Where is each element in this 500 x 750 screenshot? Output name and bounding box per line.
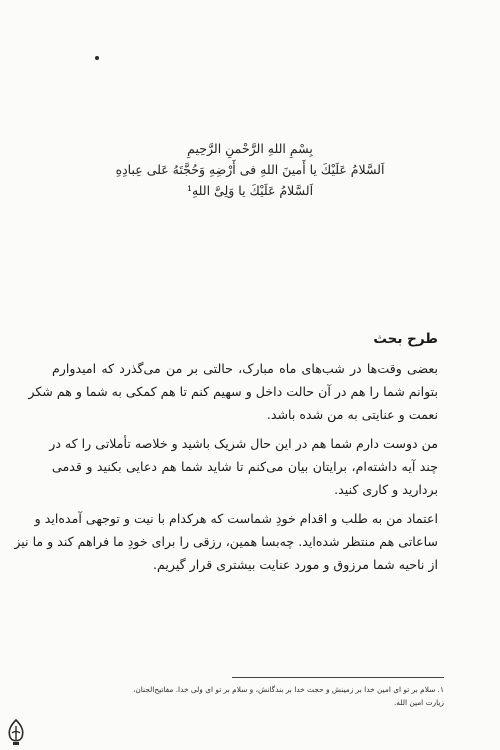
paragraph-line: ساعاتی هم منتظر شده‌اید. چه‌بسا همین، رزقی را برای خودِ ما فراهم کند و ما نیز	[14, 534, 438, 549]
paragraph-line: من دوست دارم شما هم در این حال شریک باشید و خلاصه تأملاتی را که در	[49, 436, 438, 451]
paragraph-line: از ناحیه شما مرزوق و مورد عنایت بیشتری قرار گیریم.	[153, 557, 438, 572]
paragraph	[28, 357, 438, 426]
invocation-line-basmala: بِسْمِ اللهِ الرَّحْمنِ الرَّحِيمِ	[187, 141, 313, 156]
paragraph-line: چند آیه داشته‌ام، برایتان بیان می‌کنم تا شاید شما هم دعایی بکنید و قدمی	[52, 459, 438, 474]
footnote-line: زیارت امین الله.	[393, 698, 444, 707]
invocation-line-salam-amin: اَلسَّلامُ عَلَيْكَ يا أَمينَ اللهِ فى أَرْضِهِ وَحُجَّتَهُ عَلى عِبادِهِ	[115, 162, 385, 177]
footnote	[52, 683, 444, 709]
main-text	[14, 328, 438, 582]
publisher-logo-icon	[5, 718, 27, 746]
print-speck	[95, 56, 99, 60]
paragraph-line: بتوانم شما را هم در آن حالت داخل و سهیم کنم تا هم کمکی به شما و هم شکر	[28, 384, 438, 399]
paragraph	[14, 507, 438, 576]
invocation-line-salam-wali: اَلسَّلامُ عَلَيْكَ يا وَلِىَّ اللهِ¹	[186, 183, 314, 198]
footnote-divider	[232, 677, 444, 678]
paragraph-line: بعضی وقت‌ها در شب‌های ماه مبارک، حالتی بر من می‌گذرد که امیدوارم	[52, 361, 438, 376]
paragraph	[49, 432, 438, 501]
paragraph-line: نعمت و عنایتی به من شده باشد.	[266, 407, 438, 422]
invocation-block	[60, 138, 440, 201]
footnote-line: ۱. سلام بر تو ای امین خدا بر زمینش و حجت خدا بر بندگانش، و سلام بر تو ای ولی خدا. مفاتیح‌الجنان،	[132, 685, 444, 694]
section-title: طرح بحث	[373, 331, 438, 347]
paragraph-line: اعتماد من به طلب و اقدام خودِ شماست که هرکدام با نیت و توجهی آمده‌اید و	[34, 511, 438, 526]
paragraph-line: بردارید و کاری کنید.	[334, 482, 438, 497]
